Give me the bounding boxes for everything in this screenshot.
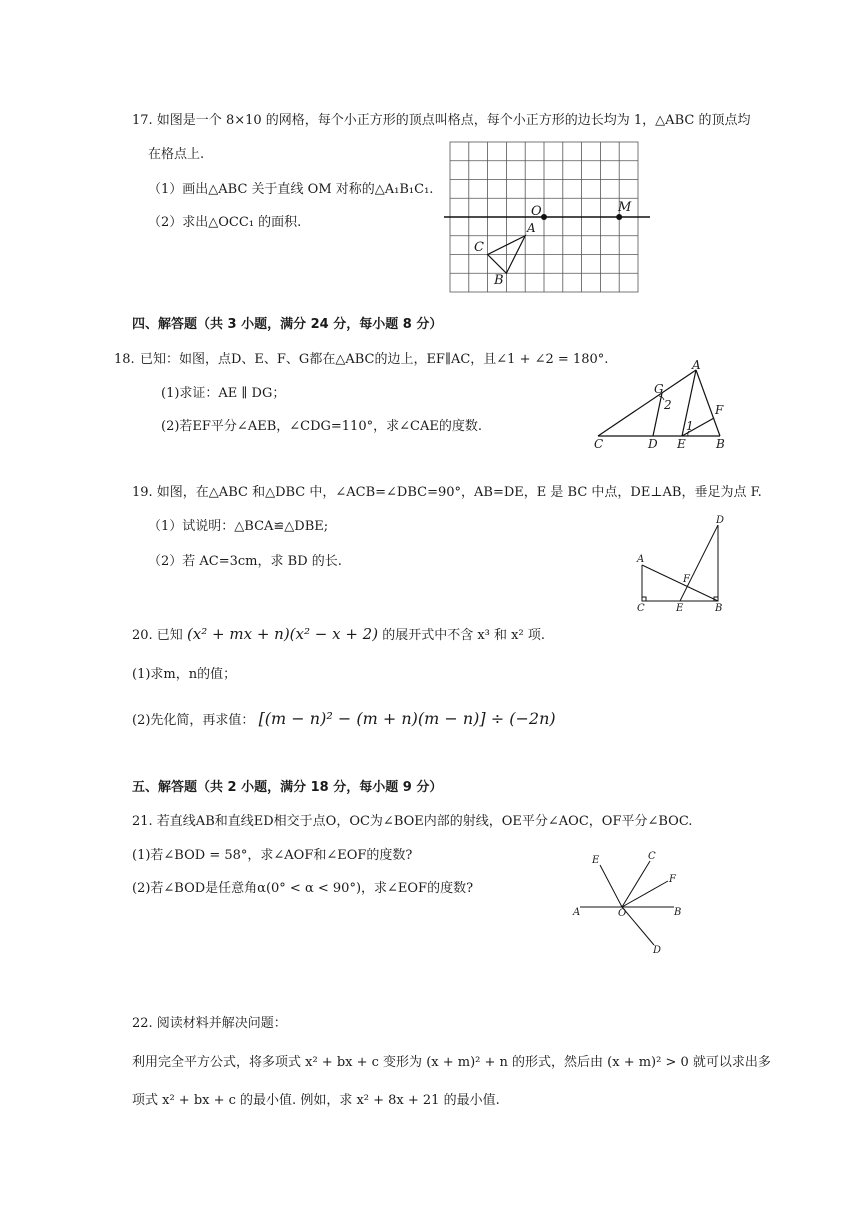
q18-label-d: D (648, 437, 658, 450)
q18-label-2: 2 (664, 398, 672, 412)
q17-part1: （1）画出△ABC 关于直线 OM 对称的△A₁B₁C₁. (148, 182, 434, 197)
q18-label-c: C (594, 437, 604, 450)
q19-part1: （1）试说明：△BCA≌△DBE; (148, 519, 329, 534)
q21-label-e: E (592, 855, 600, 866)
q21-label-b: B (674, 907, 682, 918)
q17-stem-line2: 在格点上. (148, 147, 205, 162)
section4-heading: 四、解答题（共 3 小题，满分 24 分，每小题 8 分） (132, 317, 443, 332)
q20-stem-suffix: 的展开式中不含 x³ 和 x² 项. (382, 628, 545, 643)
q21-part2: (2)若∠BOD是任意角α(0° < α < 90°)，求∠EOF的度数? (132, 881, 474, 896)
q19-label-d: D (716, 515, 725, 526)
q22-line2: 项式 x² + bx + c 的最小值. 例如，求 x² + 8x + 21 的最小值. (132, 1093, 500, 1108)
q19-label-c: C (637, 603, 645, 613)
q17-label-b: B (494, 273, 504, 288)
q21-stem: 21. 若直线AB和直线ED相交于点O，OC为∠BOE内部的射线，OE平分∠AOC，OF平分∠BOC. (132, 814, 693, 829)
q20-part2 (132, 710, 556, 730)
q17-stem-line1: 17. 如图是一个 8×10 的网格，每个小正方形的顶点叫格点，每个小正方形的边长均为 1，△ABC 的顶点均 (132, 113, 751, 128)
q22-line1: 利用完全平方公式，将多项式 x² + bx + c 变形为 (x + m)² + n 的形式，然后由 (x + m)² > 0 就可以求出多 (132, 1055, 771, 1070)
q18-triangle-figure (588, 360, 736, 450)
q18-number: 18. (114, 352, 135, 367)
q20-stem-prefix: 20. 已知 (132, 628, 183, 643)
q19-triangle-figure (630, 513, 730, 613)
q21-part1: (1)若∠BOD = 58°，求∠AOF和∠EOF的度数? (132, 848, 413, 863)
q21-angle-figure (566, 845, 692, 955)
q19-part2: （2）若 AC=3cm，求 BD 的长. (148, 554, 342, 569)
q22-title: 22. 阅读材料并解决问题： (132, 1016, 287, 1031)
q19-label-e: E (676, 603, 684, 613)
q20-stem (132, 625, 545, 645)
q18-part2: (2)若EF平分∠AEB，∠CDG=110°，求∠CAE的度数. (161, 419, 482, 434)
q18-part1: (1)求证：AE ∥ DG； (161, 386, 286, 401)
q21-label-d: D (653, 945, 662, 955)
q18-label-a: A (692, 360, 701, 372)
q20-part2-prefix: (2)先化简，再求值： (132, 713, 255, 728)
q17-label-m: M (618, 200, 632, 215)
q17-label-o: O (531, 204, 542, 219)
q17-label-a: A (527, 221, 536, 235)
q19-label-f: F (683, 574, 690, 585)
q18-label-g: G (654, 382, 664, 396)
q21-label-a: A (573, 907, 581, 918)
q20-part1: (1)求m，n的值； (132, 667, 237, 682)
q18-stem: 已知：如图，点D、E、F、G都在△ABC的边上，EF∥AC，且∠1 + ∠2 = 180°. (140, 352, 609, 367)
section5-heading: 五、解答题（共 2 小题，满分 18 分，每小题 9 分） (132, 780, 443, 795)
q21-label-o: O (618, 908, 627, 919)
q20-expression: (x² + mx + n)(x² − x + 2) (186, 625, 379, 643)
q17-label-c: C (474, 240, 484, 255)
q20-part2-expression: [(m − n)² − (m + n)(m − n)] ÷ (−2n) (258, 709, 556, 728)
q18-label-b: B (716, 437, 725, 450)
q19-label-b: B (715, 603, 723, 613)
q17-grid-figure (440, 136, 655, 298)
q18-label-e: E (677, 437, 686, 450)
q17-part2: （2）求出△OCC₁ 的面积. (148, 215, 302, 230)
q18-label-f: F (715, 403, 724, 417)
q19-label-a: A (637, 554, 645, 565)
q18-label-1: 1 (686, 419, 694, 433)
q21-label-c: C (648, 851, 656, 862)
q19-stem: 19. 如图，在△ABC 和△DBC 中，∠ACB=∠DBC=90°，AB=DE，E 是 BC 中点，DE⊥AB，垂足为点 F. (132, 485, 762, 500)
q21-label-f: F (669, 874, 676, 885)
